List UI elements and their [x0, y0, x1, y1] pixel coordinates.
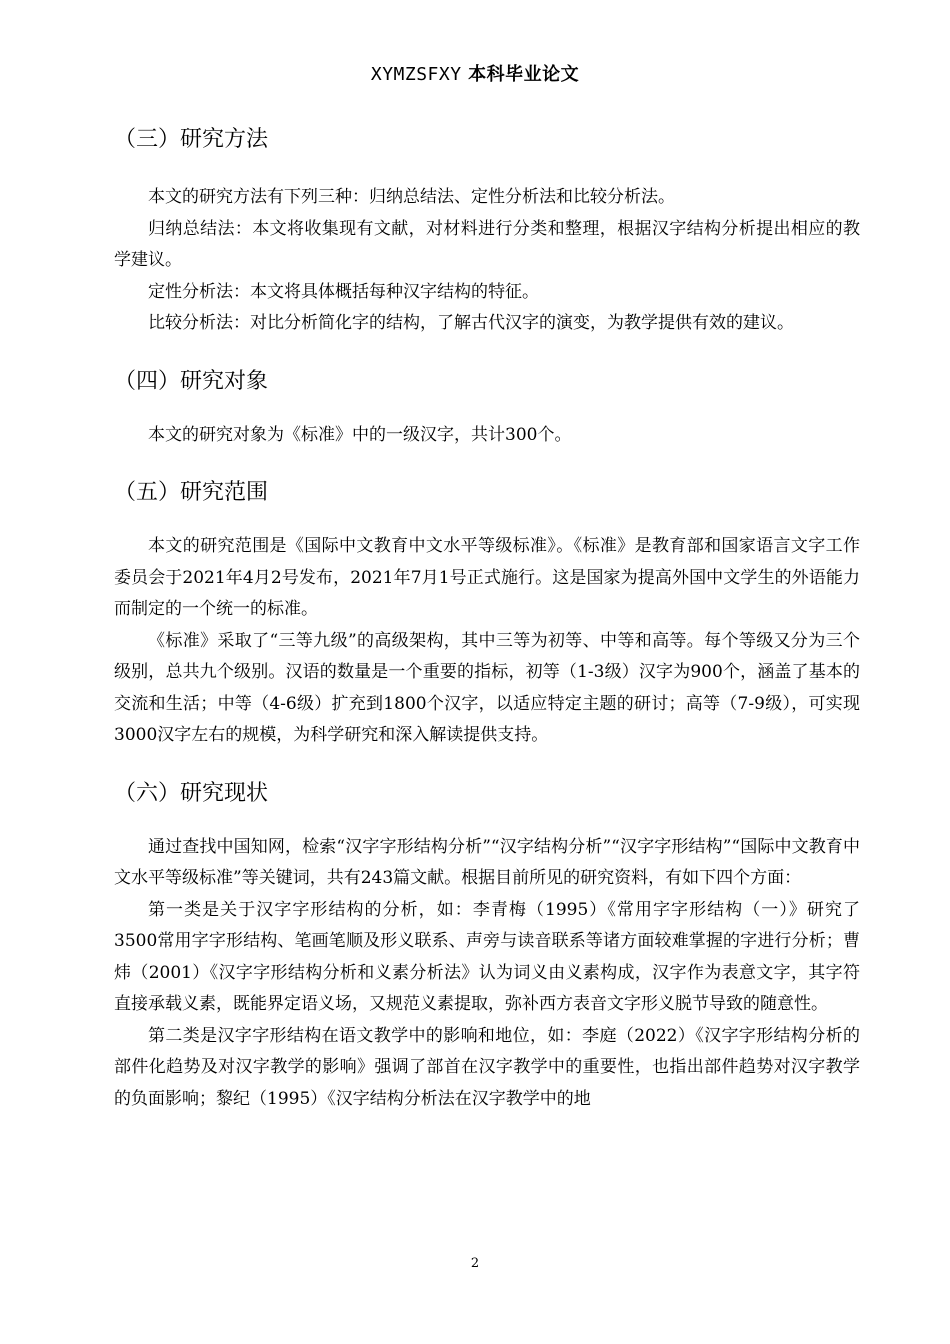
paragraph: 本文的研究范围是《国际中文教育中文水平等级标准》。《标准》是教育部和国家语言文字工作委员会于2021年4月2号发布，2021年7月1号正式施行。这是国家为提高外国中文学生的外语能力而制定的一个统一的标准。 [114, 536, 860, 619]
paragraph: 本文的研究方法有下列三种：归纳总结法、定性分析法和比较分析法。 [148, 187, 675, 207]
paragraph: 比较分析法：对比分析简化字的结构，了解古代汉字的演变，为教学提供有效的建议。 [148, 313, 794, 333]
header-code: XYMZSFXY [370, 64, 462, 85]
paragraph: 第一类是关于汉字字形结构的分析，如：李青梅（1995）《常用字字形结构（一）》研究了3500常用字字形结构、笔画笔顺及形义联系、声旁与读音联系等诸方面较难掌握的字进行分析；曹炜（2001）《汉字字形结构分析和义素分析法》认为词义由义素构成，汉字作为表意文字，其字符直接承载义素，既能界定语义场，又规范义素提取，弥补西方表音文字形义脱节导致的随意性。 [114, 899, 860, 1014]
section-research-methods [114, 120, 860, 340]
header-title: 本科毕业论文 [468, 64, 580, 85]
paragraph: 《标准》采取了“三等九级”的高级架构，其中三等为初等、中等和高等。每个等级又分为三个级别，总共九个级别。汉语的数量是一个重要的指标，初等（1-3级）汉字为900个，涵盖了基本的交流和生活；中等（4-6级）扩充到1800个汉字，以适应特定主题的研讨；高等（7-9级），可实现3000汉字左右的规模，为科学研究和深入解读提供支持。 [114, 630, 860, 745]
document-body [114, 120, 860, 1115]
page-header [0, 60, 950, 86]
paragraph: 本文的研究对象为《标准》中的一级汉字，共计300个。 [148, 424, 572, 445]
section-heading: （六）研究现状 [114, 780, 269, 806]
page-number: 2 [470, 1256, 480, 1271]
paragraph: 第二类是汉字字形结构在语文教学中的影响和地位，如：李庭（2022）《汉字字形结构分析的部件化趋势及对汉字教学的影响》强调了部首在汉字教学中的重要性，也指出部件趋势对汉字教学的负面影响；黎纪（1995）《汉字结构分析法在汉字教学中的地 [114, 1025, 860, 1109]
section-heading: （四）研究对象 [114, 368, 269, 394]
paragraph: 归纳总结法：本文将收集现有文献，对材料进行分类和整理，根据汉字结构分析提出相应的教学建议。 [114, 218, 860, 270]
section-research-status [114, 774, 860, 1116]
section-heading: （三）研究方法 [114, 127, 269, 152]
section-research-object [114, 362, 860, 452]
paragraph: 通过查找中国知网，检索“汉字字形结构分析”“汉字结构分析”“汉字字形结构”“国际中文教育中文水平等级标准”等关键词，共有243篇文献。根据目前所见的研究资料，有如下四个方面： [114, 836, 860, 888]
section-research-scope [114, 473, 860, 752]
section-heading: （五）研究范围 [114, 480, 269, 505]
paragraph: 定性分析法：本文将具体概括每种汉字结构的特征。 [148, 281, 539, 302]
